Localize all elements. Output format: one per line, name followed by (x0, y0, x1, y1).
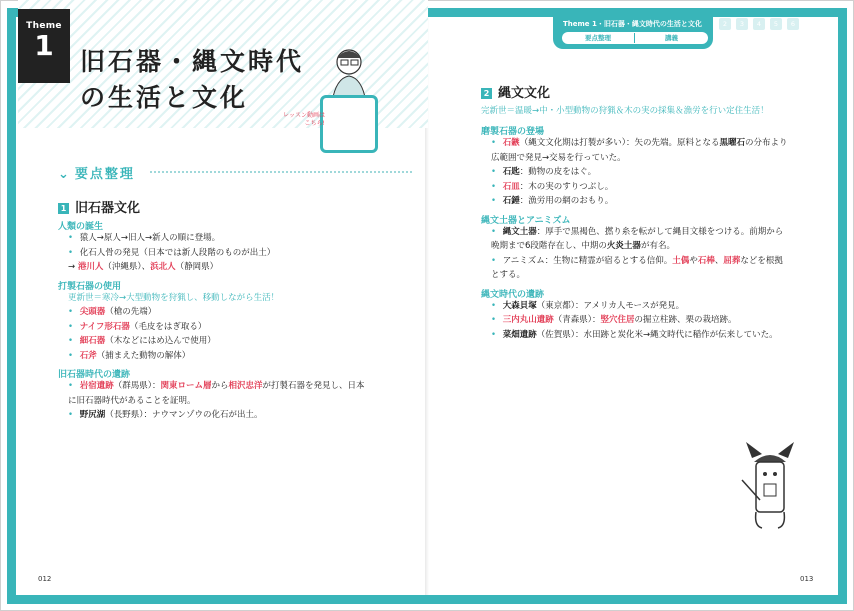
samurai-mascot-illustration (740, 440, 800, 536)
section-heading (58, 163, 135, 182)
content-line-part: • (491, 226, 499, 237)
content-line-part: に旧石器時代があることを証明。 (68, 395, 196, 406)
content-line-part: ：動物の皮をはぐ。 (519, 167, 597, 177)
content-line-part: 、 (714, 255, 724, 266)
content-line-part: 石斧 (79, 350, 97, 361)
content-line-part: • (491, 300, 499, 311)
theme-nav-6[interactable]: 6 (787, 18, 799, 30)
content-line (491, 241, 675, 252)
content-line-part: 更新世＝寒冷→大型動物を狩猟し、移動しながら生活！ (68, 292, 280, 303)
content-line-part: 相沢忠洋 (228, 381, 263, 391)
content-line-part: 石匙 (502, 167, 520, 177)
lesson-video-note (283, 112, 325, 128)
intro-line-part: 完新世＝温暖→中・小型動物の狩猟＆木の実の採集＆漁労を行い定住生活！ (481, 106, 769, 116)
number-badge: 2 (481, 88, 492, 99)
theme-nav-4[interactable]: 4 (753, 18, 765, 30)
content-line (68, 293, 279, 304)
content-line (491, 138, 788, 149)
content-line-part: の掘立柱跡、栗の栽培跡。 (634, 315, 737, 325)
section-dotted-rule (150, 171, 412, 173)
content-line-part: • (68, 350, 76, 361)
content-line-part: • (491, 138, 499, 148)
content-line-part: （木などにはめ込んで使用） (105, 336, 216, 346)
theme-nav-title: Theme 1・旧石器・縄文時代の生活と文化 (563, 20, 702, 28)
content-line (68, 381, 365, 392)
block-heading: 縄文土器とアニミズム (481, 215, 571, 226)
nav-tab-group (562, 32, 708, 44)
content-line-part: 尖頭器 (79, 307, 106, 317)
content-line (491, 315, 737, 326)
theme-nav-3[interactable]: 3 (736, 18, 748, 30)
content-line-part: 石錘 (502, 196, 520, 206)
content-line-part: 細石器 (79, 336, 106, 346)
content-line (491, 330, 778, 341)
content-line-part: が打製石器を発見し、日本 (262, 381, 365, 391)
content-line-part: ：木の実のすりつぶし。 (519, 181, 614, 192)
content-line-part: 石鏃 (502, 138, 520, 148)
content-line (491, 153, 626, 164)
content-line (68, 410, 263, 421)
content-line (68, 351, 190, 362)
block-heading: 縄文時代の遺跡 (481, 289, 545, 300)
content-line (68, 322, 206, 333)
content-line-part: • (68, 233, 76, 243)
content-line-part: 屈葬 (723, 255, 741, 266)
content-line-part: 岩宿遺跡 (79, 381, 114, 391)
content-line-part: （槍の先端） (105, 307, 157, 317)
subheading-left-content (58, 197, 140, 216)
tab-divider (634, 33, 635, 43)
content-line-part: 火炎土器 (606, 241, 641, 251)
content-line (68, 262, 218, 273)
content-line-part: ：漁労用の網のおもり。 (519, 196, 614, 206)
theme-tab (18, 9, 70, 83)
page-number-right: 013 (800, 575, 814, 583)
content-line-part: アニミズム：生物に精霊が宿るとする信仰。 (502, 255, 673, 266)
section-heading-text: 要点整理 (74, 167, 135, 182)
content-line-part: 縄文土器 (502, 226, 537, 237)
content-line-part: 黒曜石 (719, 138, 746, 148)
content-line-part: ナイフ形石器 (79, 321, 130, 332)
block-heading: 人類の誕生 (58, 222, 104, 232)
content-line-part: （沖縄県）、 (103, 262, 151, 272)
content-line (491, 196, 613, 207)
tab-summary[interactable]: 要点整理 (585, 34, 611, 42)
content-line-part: （群馬県）： (113, 381, 161, 391)
content-line-part: の分布より (745, 138, 788, 148)
theme-number: 1 (34, 29, 54, 62)
content-line-part: • (68, 381, 76, 391)
lesson-note-line-1: レッスン動画は (283, 112, 325, 119)
content-line-part: • (491, 196, 499, 206)
page-number-left: 012 (38, 575, 52, 583)
content-line-part: とする。 (491, 270, 526, 280)
content-line (68, 336, 216, 347)
content-line (491, 227, 783, 238)
content-line-part: （静岡県） (175, 262, 219, 272)
block-heading: 磨製石器の登場 (481, 127, 545, 137)
theme-label: Theme (26, 21, 62, 31)
content-line-part: や (689, 255, 698, 266)
number-badge: 1 (58, 203, 69, 214)
content-line-part: （長野県）：ナウマンゾウの化石が出土。 (105, 410, 263, 420)
content-line-part: （縄文文化期は打製が多い）：矢の先端。原料となる (519, 138, 720, 148)
content-line-part: 晩期まで6段階存在し、中期の (491, 241, 607, 251)
content-line (491, 182, 613, 193)
content-line-part: （毛皮をはぎ取る） (129, 321, 207, 332)
content-line-part: 広範囲で発見→交易を行っていた。 (491, 152, 626, 163)
content-line-part: （捕まえた動物の解体） (96, 350, 191, 361)
qr-code-frame[interactable] (320, 95, 378, 153)
content-line-part: から (211, 381, 229, 391)
content-line-part: • (491, 167, 499, 177)
content-line (491, 256, 783, 267)
content-line-part: • (491, 315, 499, 325)
content-line (491, 270, 525, 281)
content-line (491, 301, 684, 312)
content-line-part: （東京都）：アメリカ人モースが発見。 (536, 300, 685, 311)
intro-line (481, 106, 769, 117)
content-line-part: → (68, 262, 78, 272)
content-line-part: 港川人 (77, 262, 104, 272)
content-line-part: • (68, 307, 76, 317)
content-line-part: などを根拠 (740, 255, 783, 266)
content-line-part: 石皿 (502, 181, 520, 192)
content-line (491, 167, 596, 178)
tab-lecture[interactable]: 講義 (665, 34, 678, 42)
content-line-part: 化石人骨の発見（日本では新人段階のものが出土） (79, 247, 276, 258)
content-line-part: • (491, 329, 499, 340)
page-title (80, 44, 304, 116)
subheading-text: 縄文文化 (498, 86, 551, 101)
content-line-part: 浜北人 (150, 262, 176, 272)
block-heading: 旧石器時代の遺跡 (58, 370, 131, 380)
content-line-part: （青森県）： (553, 315, 601, 325)
content-line-part: 菜畑遺跡 (502, 329, 537, 340)
content-line-part: 猿人→原人→旧人→新人の順に登場。 (79, 233, 221, 243)
theme-nav-2[interactable]: 2 (719, 18, 731, 30)
subheading-text: 旧石器文化 (75, 201, 141, 216)
content-line-part: • (491, 255, 499, 266)
content-line-part: ：厚手で黒褐色、撚り糸を転がして縄目文様をつける。前期から (536, 226, 784, 237)
content-line-part: 三内丸山遺跡 (502, 315, 554, 325)
title-line-2: の生活と文化 (80, 83, 249, 112)
lesson-note-line-2: こちら! (304, 120, 325, 127)
content-line (68, 307, 156, 318)
content-line-part: • (68, 321, 76, 332)
content-line-part: • (491, 181, 499, 192)
content-line-part: 土偶 (672, 255, 690, 266)
content-line-part: （佐賀県）：水田跡と炭化米→縄文時代に稲作が伝来していた。 (536, 329, 778, 340)
content-line-part: が有名。 (640, 241, 675, 251)
theme-nav-5[interactable]: 5 (770, 18, 782, 30)
content-line (68, 396, 196, 407)
content-line-part: 関東ローム層 (160, 381, 212, 391)
block-heading: 打製石器の使用 (58, 281, 122, 292)
content-line-part: 野尻湖 (79, 410, 106, 420)
subheading-right-content (481, 82, 550, 101)
content-line-part: 大森貝塚 (502, 300, 537, 311)
chevron-down-icon: ⌄ (58, 167, 71, 182)
content-line-part: • (68, 336, 76, 346)
title-line-1: 旧石器・縄文時代 (80, 47, 305, 76)
content-line-part: • (68, 410, 76, 420)
content-line-part: 竪穴住居 (600, 315, 635, 325)
content-line-part: 石棒 (697, 255, 715, 266)
content-line-part: • (68, 247, 76, 258)
content-line (68, 233, 220, 244)
content-line (68, 248, 275, 259)
